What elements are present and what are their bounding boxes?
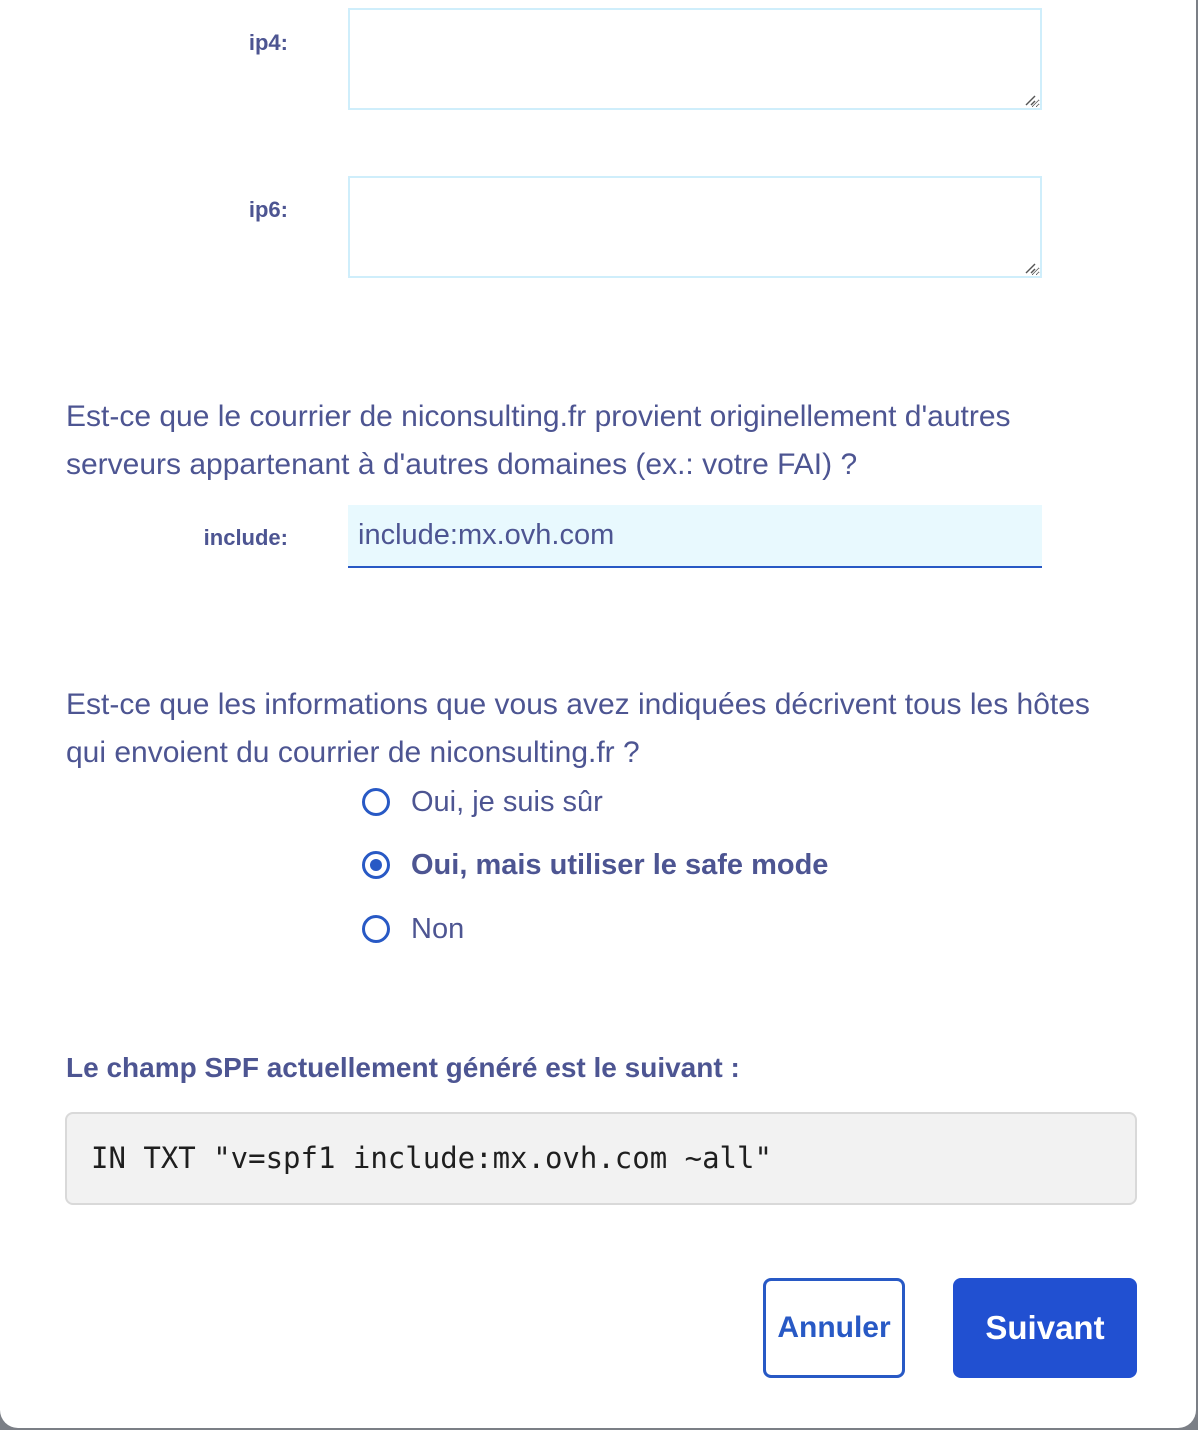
- radio-option-label: Oui, mais utiliser le safe mode: [411, 848, 829, 881]
- include-input[interactable]: [348, 505, 1042, 568]
- radio-option-safe-mode[interactable]: [362, 845, 828, 885]
- spf-record-output: IN TXT "v=spf1 include:mx.ovh.com ~all": [65, 1112, 1137, 1205]
- radio-checked-icon[interactable]: [362, 851, 390, 879]
- include-label: include:: [203, 525, 288, 550]
- spf-result-title: Le champ SPF actuellement généré est le suivant :: [66, 1052, 740, 1083]
- ip6-textarea[interactable]: [348, 176, 1042, 278]
- ip4-label: ip4:: [248, 30, 288, 55]
- ip6-label: ip6:: [248, 197, 288, 222]
- radio-unchecked-icon[interactable]: [362, 788, 390, 816]
- radio-option-sure[interactable]: [362, 782, 603, 822]
- radio-unchecked-icon[interactable]: [362, 915, 390, 943]
- next-button[interactable]: Suivant: [953, 1278, 1137, 1378]
- ip4-textarea[interactable]: [348, 8, 1042, 110]
- other-domains-question: Est-ce que le courrier de niconsulting.fr provient originellement d'autres serveurs appartenant à d'autres domaines (ex.: votre FAI) ?: [66, 400, 1011, 481]
- all-hosts-question: Est-ce que les informations que vous avez indiquées décrivent tous les hôtes qui envoient du courrier de niconsulting.fr ?: [66, 688, 1090, 769]
- cancel-button[interactable]: Annuler: [763, 1278, 905, 1378]
- radio-option-label: Oui, je suis sûr: [411, 785, 603, 818]
- radio-option-label: Non: [411, 912, 465, 945]
- radio-option-no[interactable]: [362, 909, 464, 949]
